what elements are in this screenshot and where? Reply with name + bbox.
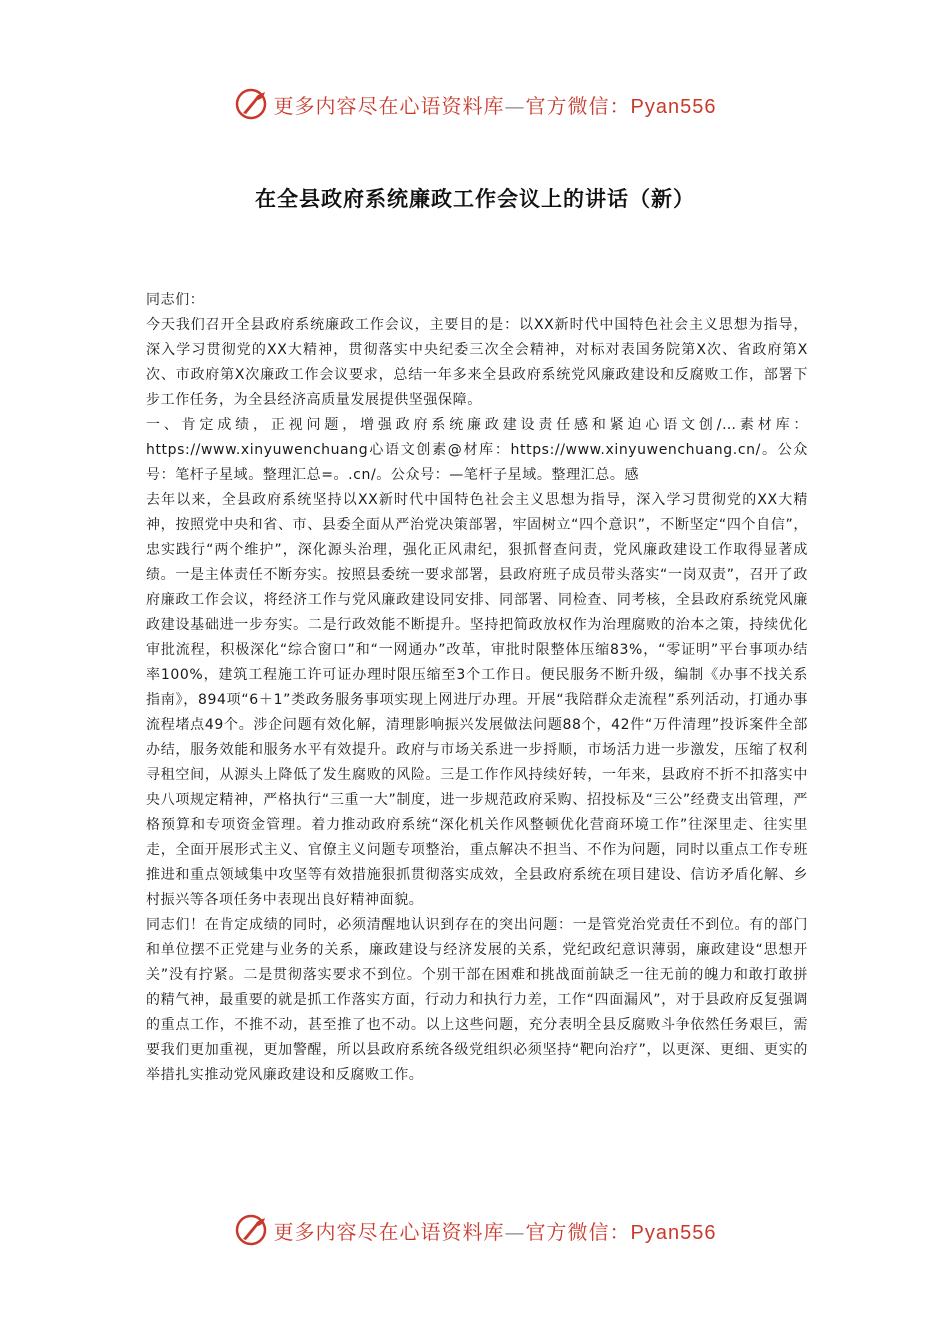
banner-main: 更多内容尽在心语资料库 <box>273 1219 505 1244</box>
banner-text <box>274 90 717 119</box>
quill-logo-icon <box>234 87 268 121</box>
banner-separator: — <box>504 1219 526 1244</box>
banner-text <box>274 1216 717 1245</box>
paragraph-problems: 同志们！在肯定成绩的同时，必须清醒地认识到存在的突出问题：一是管党治党责任不到位。有的部门和单位摆不正党建与业务的关系，廉政建设与经济发展的关系，党纪政纪意识薄弱，廉政建设“思想开关”没有拧紧。二是贯彻落实要求不到位。个别干部在困难和挑战面前缺乏一往无前的魄力和敢打敢拼的精气神，最重要的就是抓工作落实方面，行动力和执行力差，工作“四面漏风”，对于县政府反复强调的重点工作，不推不动，甚至推了也不动。以上这些问题，充分表明全县反腐败斗争依然任务艰巨，需要我们更加重视，更加警醒，所以县政府系统各级党组织必须坚持“靶向治疗”，以更深、更细、更实的举措扎实推动党风廉政建设和反腐败工作。 <box>146 917 808 1083</box>
paragraph-intro: 今天我们召开全县政府系统廉政工作会议，主要目的是：以XX新时代中国特色社会主义思想为指导，深入学习贯彻党的XX大精神，贯彻落实中央纪委三次全会精神，对标对表国务院第X次、省政府第X次、市政府第X次廉政工作会议要求，总结一年多来全县政府系统党风廉政建设和反腐败工作，部署下步工作任务，为全县经济高质量发展提供坚强保障。 <box>146 317 808 408</box>
banner-label: 官方微信： <box>525 1219 631 1244</box>
banner-account: Pyan556 <box>630 95 717 118</box>
banner-separator: — <box>504 93 526 118</box>
footer-banner <box>0 1208 950 1252</box>
document-body <box>146 288 808 1088</box>
paragraph-section-heading: 一、肯定成绩，正视问题，增强政府系统廉政建设责任感和紧迫心语文创/…素材库：https://www.xinyuwenchuang心语文创素@材库：https://www.xinyuwenchuang.cn/。公众号：笔杆子星域。整理汇总=。.cn/。公众号：—笔杆子星域。整理汇总。感 <box>146 417 808 483</box>
document-title: 在全县政府系统廉政工作会议上的讲话（新） <box>255 187 695 211</box>
quill-logo-icon <box>234 1213 268 1247</box>
header-banner <box>0 82 950 126</box>
paragraph-salutation: 同志们： <box>146 292 205 308</box>
banner-label: 官方微信： <box>525 93 631 118</box>
banner-main: 更多内容尽在心语资料库 <box>273 93 505 118</box>
paragraph-achievements: 去年以来，全县政府系统坚持以XX新时代中国特色社会主义思想为指导，深入学习贯彻党的XX大精神，按照党中央和省、市、县委全面从严治党决策部署，牢固树立“四个意识”，不断坚定“四个自信”，忠实践行“两个维护”，深化源头治理，强化正风肃纪，狠抓督查问责，党风廉政建设工作取得显著成绩。一是主体责任不断夯实。按照县委统一要求部署，县政府班子成员带头落实“一岗双责”，召开了政府廉政工作会议，将经济工作与党风廉政建设同安排、同部署、同检查、同考核，全县政府系统党风廉政建设基础进一步夯实。二是行政效能不断提升。坚持把简政放权作为治理腐败的治本之策，持续优化审批流程，积极深化“综合窗口”和“一网通办”改革，审批时限整体压缩83%，“零证明”平台事项办结率100%，建筑工程施工许可证办理时限压缩至3个工作日。便民服务不断升级，编制《办事不找关系指南》，894项“6＋1”类政务服务事项实现上网进厅办理。开展“我陪群众走流程”系列活动，打通办事流程堵点49个。涉企问题有效化解，清理影响振兴发展做法问题88个，42件“万件清理”投诉案件全部办结，服务效能和服务水平有效提升。政府与市场关系进一步捋顺，市场活力进一步激发，压缩了权利寻租空间，从源头上降低了发生腐败的风险。三是工作作风持续好转，一年来，县政府不折不扣落实中央八项规定精神，严格执行“三重一大”制度，进一步规范政府采购、招投标及“三公”经费支出管理，严格预算和专项资金管理。着力推动政府系统“深化机关作风整顿优化营商环境工作”往深里走、往实里走，全面开展形式主义、官僚主义问题专项整治，重点解决不担当、不作为问题，同时以重点工作专班推进和重点领域集中攻坚等有效措施狠抓贯彻落实成效，全县政府系统在项目建设、信访矛盾化解、乡村振兴等各项任务中表现出良好精神面貌。 <box>146 492 808 908</box>
banner-account: Pyan556 <box>630 1221 717 1244</box>
